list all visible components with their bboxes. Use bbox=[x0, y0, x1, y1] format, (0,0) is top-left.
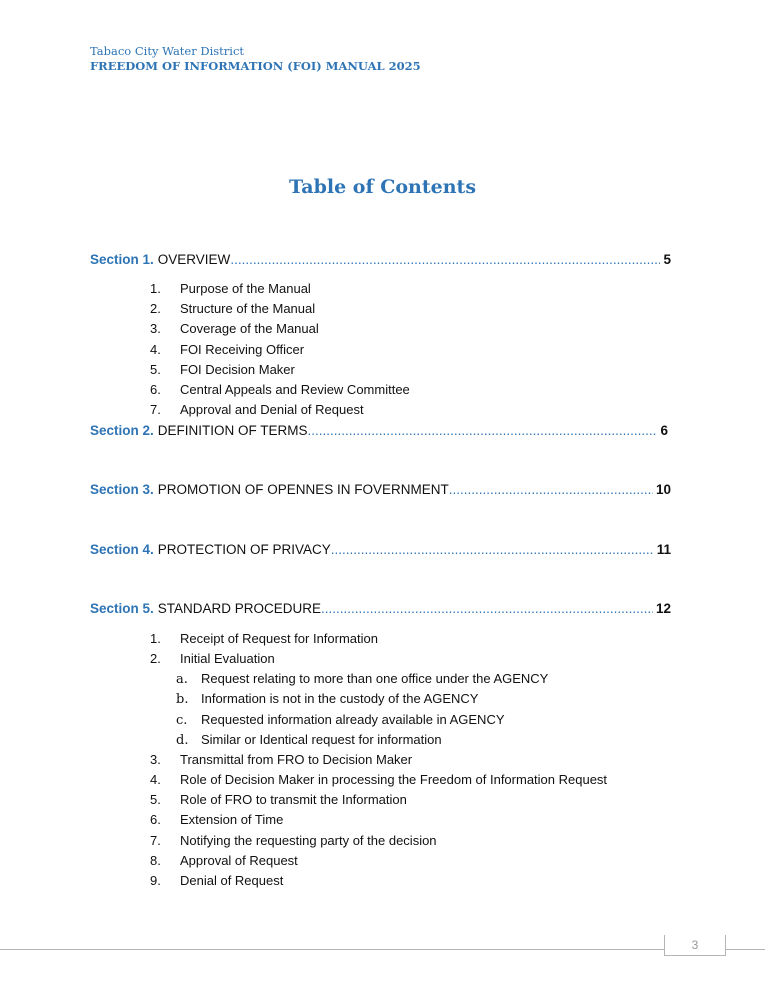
list-item[interactable]: 2. Initial Evaluation bbox=[150, 651, 275, 666]
running-header bbox=[90, 44, 421, 74]
list-item[interactable]: 7. Approval and Denial of Request bbox=[150, 402, 364, 417]
toc-title: Table of Contents bbox=[288, 176, 477, 198]
section-page: 10 bbox=[655, 482, 671, 497]
section-name: PROTECTION OF PRIVACY bbox=[157, 542, 331, 557]
list-item[interactable]: 5. FOI Decision Maker bbox=[150, 362, 295, 377]
toc-entry-section-4[interactable] bbox=[90, 541, 671, 559]
sub-list-item[interactable]: d. Similar or Identical request for information bbox=[176, 732, 442, 748]
list-item[interactable]: 7. Notifying the requesting party of the decision bbox=[150, 833, 437, 848]
section-page: 11 bbox=[656, 542, 671, 557]
section-label: Section 5. bbox=[90, 601, 154, 616]
leader-dots bbox=[230, 251, 660, 269]
list-item[interactable]: 6. Central Appeals and Review Committee bbox=[150, 382, 410, 397]
sub-list-item[interactable]: a. Request relating to more than one office under the AGENCY bbox=[176, 671, 549, 687]
leader-dots bbox=[331, 541, 654, 559]
list-item[interactable]: 4. Role of Decision Maker in processing the Freedom of Information Request bbox=[150, 772, 608, 787]
section-name: DEFINITION OF TERMS bbox=[157, 423, 308, 438]
footer-divider bbox=[0, 949, 765, 950]
toc-entry-section-1[interactable] bbox=[90, 251, 671, 269]
list-item[interactable]: 3. Transmittal from FRO to Decision Maker bbox=[150, 752, 413, 767]
list-item[interactable]: 3. Coverage of the Manual bbox=[150, 321, 319, 336]
section-page: 6 bbox=[660, 423, 668, 438]
header-organization: Tabaco City Water District bbox=[90, 44, 245, 58]
section-name: OVERVIEW bbox=[157, 252, 231, 267]
leader-dots bbox=[449, 481, 653, 499]
list-item[interactable]: 9. Denial of Request bbox=[150, 873, 284, 888]
section-page: 5 bbox=[663, 252, 671, 267]
section-label: Section 4. bbox=[90, 542, 154, 557]
section-name: STANDARD PROCEDURE bbox=[157, 601, 322, 616]
toc-entry-section-3[interactable] bbox=[90, 481, 671, 499]
list-item[interactable]: 1. Receipt of Request for Information bbox=[150, 631, 378, 646]
section-label: Section 1. bbox=[90, 252, 154, 267]
sub-list-item[interactable]: b. Information is not in the custody of the AGENCY bbox=[176, 691, 479, 707]
list-item[interactable]: 4. FOI Receiving Officer bbox=[150, 342, 305, 357]
section-label: Section 3. bbox=[90, 482, 154, 497]
list-item[interactable]: 5. Role of FRO to transmit the Information bbox=[150, 792, 407, 807]
header-manual-title: FREEDOM OF INFORMATION (FOI) MANUAL 2025 bbox=[90, 59, 421, 73]
list-item[interactable]: 6. Extension of Time bbox=[150, 812, 284, 827]
section-name: PROMOTION OF OPENNES IN FOVERNMENT bbox=[157, 482, 449, 497]
list-item[interactable]: 1. Purpose of the Manual bbox=[150, 281, 311, 296]
leader-dots bbox=[308, 422, 658, 440]
toc-entry-section-2[interactable] bbox=[90, 422, 668, 440]
section-page: 12 bbox=[655, 601, 671, 616]
list-item[interactable]: 8. Approval of Request bbox=[150, 853, 298, 868]
list-item[interactable]: 2. Structure of the Manual bbox=[150, 301, 316, 316]
leader-dots bbox=[321, 600, 653, 618]
sub-list-item[interactable]: c. Requested information already available in AGENCY bbox=[176, 712, 505, 728]
toc-entry-section-5[interactable] bbox=[90, 600, 671, 618]
page-number: 3 bbox=[664, 935, 726, 956]
section-label: Section 2. bbox=[90, 423, 154, 438]
